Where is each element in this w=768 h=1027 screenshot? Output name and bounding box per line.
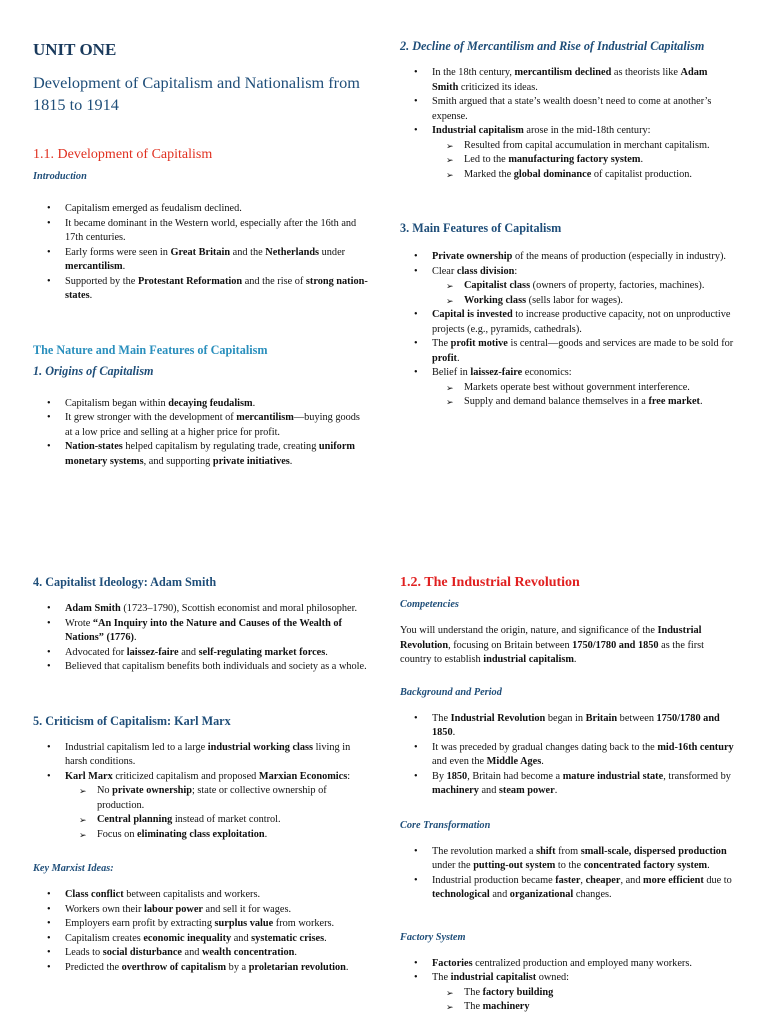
sub-list-item: ➢ Marked the global dominance of capitalist production.	[432, 168, 736, 183]
origins-heading: 1. Origins of Capitalism	[33, 363, 154, 378]
list-item: • Employers earn profit by extracting surplus value from workers.	[33, 917, 369, 932]
sub-list	[432, 381, 736, 410]
core-transformation-heading: Core Transformation	[400, 819, 491, 831]
bold-term: shift	[536, 845, 556, 857]
section-1-1-heading: 1.1. Development of Capitalism	[33, 147, 213, 162]
list-item: • By 1850, Britain had become a mature industrial state, transformed by machinery and steam power.	[400, 770, 736, 799]
bold-term: factory building	[482, 986, 554, 998]
bold-term: uniform monetary systems	[65, 441, 355, 467]
bold-term: labour power	[143, 903, 203, 915]
bold-term: self-regulating market forces	[198, 646, 326, 658]
list-item: • In the 18th century, mercantilism declined as theorists like Adam Smith criticized its ideas.	[400, 66, 736, 95]
origins-list	[33, 397, 369, 470]
background-list	[400, 712, 736, 799]
bold-term: private initiatives	[212, 455, 290, 467]
bold-term: free market	[648, 396, 700, 407]
list-item: • Adam Smith (1723–1790), Scottish economist and moral philosopher.	[33, 602, 369, 617]
list-item: • It was preceded by gradual changes dating back to the mid-16th century and even the Middle Ages.	[400, 741, 736, 770]
bold-term: Middle Ages	[486, 756, 542, 767]
sub-list-item: ➢ Led to the manufacturing factory system.	[432, 153, 736, 168]
list-item: • The profit motive is central—goods and services are made to be sold for profit.	[400, 337, 736, 366]
bold-term: Working class	[464, 294, 527, 306]
bold-term: mercantilism	[65, 261, 123, 272]
competencies-heading: Competencies	[400, 599, 459, 610]
sub-list-item: ➢ Markets operate best without government interference.	[432, 381, 736, 396]
bold-term: Private ownership	[432, 251, 513, 262]
bold-term: surplus value	[214, 918, 274, 929]
bold-term: cheaper	[585, 874, 621, 886]
list-item: • Industrial capitalism arose in the mid-18th century: ➢ Resulted from capital accumulation in merchant capitalism. ➢ Led to the manufacturing factory system. ➢ Marked the global dominance of capitalist production.	[400, 124, 736, 182]
bold-term: mercantilism	[236, 412, 294, 423]
background-heading: Background and Period	[400, 686, 502, 698]
karl-marx-list	[33, 741, 369, 843]
bold-term: 1750/1780 and 1850	[572, 639, 659, 651]
sub-list-item: ➢ The factory building	[432, 986, 736, 1001]
bold-term: Karl Marx	[65, 770, 113, 782]
list-item: • Industrial capitalism led to a large industrial working class living in harsh conditions.	[33, 741, 369, 770]
bold-term: 1750/1780 and 1850	[432, 712, 720, 738]
bold-term: steam power	[498, 785, 555, 796]
bold-term: eliminating class exploitation	[137, 828, 265, 840]
bold-term: Great Britain	[170, 246, 231, 258]
bold-term: profit	[432, 352, 457, 364]
karl-marx-heading: 5. Criticism of Capitalism: Karl Marx	[33, 713, 231, 728]
bold-term: faster	[555, 874, 581, 886]
list-item: • Wrote “An Inquiry into the Nature and Causes of the Wealth of Nations” (1776).	[33, 617, 369, 646]
list-item: • Nation-states helped capitalism by regulating trade, creating uniform monetary systems, and supporting private initiatives.	[33, 440, 369, 469]
list-item: • Supported by the Protestant Reformation and the rise of strong nation-states.	[33, 275, 369, 304]
main-features-list	[400, 250, 736, 410]
bold-term: mercantilism declined	[514, 67, 612, 78]
bold-term: “An Inquiry into the Nature and Causes of the Wealth of Nations” (1776)	[65, 617, 342, 643]
sub-list	[65, 784, 369, 842]
bold-term: machinery	[482, 1001, 530, 1012]
column-bottom-left	[33, 574, 369, 987]
bold-term: profit motive	[450, 338, 508, 349]
sub-list-item: ➢ Working class (sells labor for wages).	[432, 294, 736, 309]
bold-term: wealth concentration	[202, 947, 295, 958]
factory-system-list	[400, 957, 736, 1015]
introduction-heading: Introduction	[33, 171, 87, 182]
list-item: • It became dominant in the Western world, especially after the 16th and 17th centuries.	[33, 217, 369, 246]
list-item: • Clear class division: ➢ Capitalist class (owners of property, factories, machines). ➢ Working class (sells labor for wages).	[400, 265, 736, 309]
bold-term: proletarian revolution	[248, 961, 346, 973]
sub-list	[432, 139, 736, 183]
bold-term: Britain	[585, 712, 618, 724]
list-item: • Capitalism began within decaying feudalism.	[33, 397, 369, 412]
bold-term: Central planning	[97, 814, 173, 825]
bold-term: Capitalist class	[464, 280, 531, 291]
bold-term: concentrated factory system	[583, 860, 708, 871]
bold-term: Netherlands	[265, 246, 320, 258]
bold-term: industrial capitalism	[483, 654, 574, 665]
bold-term: decaying feudalism	[168, 397, 253, 409]
bold-term: Class conflict	[65, 889, 124, 900]
list-item: • Early forms were seen in Great Britain and the Netherlands under mercantilism.	[33, 246, 369, 275]
bold-term: industrial capitalist	[450, 972, 537, 983]
main-features-heading: 3. Main Features of Capitalism	[400, 221, 562, 235]
bold-term: Industrial capitalism	[432, 125, 524, 136]
unit-label: UNIT ONE	[33, 40, 117, 59]
sub-list-item: ➢ Capitalist class (owners of property, factories, machines).	[432, 279, 736, 294]
bold-term: Adam Smith	[432, 67, 708, 93]
list-item: • It grew stronger with the development of mercantilism—buying goods at a low price and selling at a higher price for profit.	[33, 411, 369, 440]
document-title: Development of Capitalism and Nationalism from 1815 to 1914	[33, 73, 360, 114]
bold-term: global dominance	[513, 168, 592, 180]
list-item: • Believed that capitalism benefits both individuals and society as a whole.	[33, 660, 369, 675]
bold-term: industrial working class	[207, 741, 314, 753]
list-item: • Factories centralized production and employed many workers.	[400, 957, 736, 972]
bold-term: organizational	[509, 889, 574, 900]
bold-term: Marxian Economics	[258, 770, 348, 782]
sub-list-item: ➢ Resulted from capital accumulation in merchant capitalism.	[432, 139, 736, 154]
competencies-paragraph: You will understand the origin, nature, and significance of the Industrial Revolution, focusing on Britain between 1750/1780 and 1850 as the first country to establish industrial capitalism.	[400, 625, 705, 665]
column-bottom-right	[400, 574, 736, 1027]
key-marxist-ideas-heading: Key Marxist Ideas:	[33, 863, 114, 874]
bold-term: strong nation-states	[65, 275, 368, 301]
nature-features-heading: The Nature and Main Features of Capitalism	[33, 342, 268, 357]
factory-system-heading: Factory System	[400, 931, 466, 943]
list-item: • Workers own their labour power and sell it for wages.	[33, 903, 369, 918]
sub-list-item: ➢ The machinery	[432, 1000, 736, 1015]
list-item: • Smith argued that a state’s wealth doesn’t need to come at another’s expense.	[400, 95, 736, 124]
adam-smith-heading: 4. Capitalist Ideology: Adam Smith	[33, 575, 217, 589]
sub-list-item: ➢ No private ownership; state or collective ownership of production.	[65, 784, 369, 813]
bold-term: technological	[432, 889, 490, 900]
list-item: • Private ownership of the means of production (especially in industry).	[400, 250, 736, 265]
bold-term: small-scale, dispersed production	[580, 845, 727, 857]
list-item: • Capital is invested to increase productive capacity, not on unproductive projects (e.g., pyramids, cathedrals).	[400, 308, 736, 337]
key-marxist-ideas-list	[33, 888, 369, 975]
list-item: • Leads to social disturbance and wealth concentration.	[33, 946, 369, 961]
sub-list-item: ➢ Supply and demand balance themselves in a free market.	[432, 395, 736, 410]
bold-term: putting-out system	[473, 860, 556, 871]
sub-list	[432, 279, 736, 308]
list-item: • Predicted the overthrow of capitalism by a proletarian revolution.	[33, 961, 369, 976]
list-item: • The Industrial Revolution began in Britain between 1750/1780 and 1850.	[400, 712, 736, 741]
list-item: • The industrial capitalist owned: ➢ The factory building ➢ The machinery	[400, 971, 736, 1015]
list-item: • Advocated for laissez-faire and self-regulating market forces.	[33, 646, 369, 661]
bold-term: Adam Smith	[65, 603, 121, 614]
bold-term: Nation-states	[65, 441, 123, 452]
bold-term: mid-16th century	[657, 741, 734, 753]
bold-term: Protestant Reformation	[137, 275, 243, 287]
list-item: • Belief in laissez-faire economics: ➢ Markets operate best without government interference. ➢ Supply and demand balance themselves in a free market.	[400, 366, 736, 410]
bold-term: machinery	[432, 785, 479, 796]
bold-term: systematic crises	[251, 932, 325, 944]
list-item: • Capitalism emerged as feudalism declined.	[33, 202, 369, 217]
core-transformation-list	[400, 845, 736, 903]
list-item: • Class conflict between capitalists and workers.	[33, 888, 369, 903]
adam-smith-list	[33, 602, 369, 675]
list-item: • Karl Marx criticized capitalism and proposed Marxian Economics: ➢ No private ownership; state or collective ownership of production. ➢ Central planning instead of market control. ➢ Focus on eliminating class exploitation.	[33, 770, 369, 843]
list-item: • Capitalism creates economic inequality and systematic crises.	[33, 932, 369, 947]
bold-term: economic inequality	[143, 932, 232, 944]
bold-term: Factories	[432, 957, 473, 969]
sub-list	[432, 986, 736, 1015]
bold-term: class division	[456, 265, 515, 277]
bold-term: Industrial Revolution	[450, 712, 546, 724]
introduction-list	[33, 202, 369, 304]
sub-list-item: ➢ Focus on eliminating class exploitation.	[65, 828, 369, 843]
bold-term: overthrow of capitalism	[121, 961, 227, 973]
bold-term: more efficient	[643, 874, 704, 886]
bold-term: mature industrial state	[562, 770, 664, 782]
decline-heading: 2. Decline of Mercantilism and Rise of Industrial Capitalism	[400, 39, 705, 53]
list-item: • Industrial production became faster, cheaper, and more efficient due to technological and organizational changes.	[400, 874, 736, 903]
list-item: • The revolution marked a shift from small-scale, dispersed production under the putting-out system to the concentrated factory system.	[400, 845, 736, 874]
bold-term: social disturbance	[102, 947, 182, 958]
bold-term: manufacturing factory system	[508, 154, 641, 165]
bold-term: private ownership	[112, 785, 192, 796]
bold-term: laissez-faire	[126, 646, 179, 658]
column-top-left	[33, 38, 369, 481]
industrial-revolution-heading: 1.2. The Industrial Revolution	[400, 575, 580, 590]
bold-term: Industrial Revolution	[400, 625, 702, 651]
column-top-right	[400, 38, 736, 422]
bold-term: laissez-faire	[470, 367, 523, 378]
bold-term: Capital is invested	[432, 309, 513, 320]
sub-list-item: ➢ Central planning instead of market control.	[65, 813, 369, 828]
decline-list	[400, 66, 736, 182]
bold-term: 1850	[446, 770, 468, 782]
